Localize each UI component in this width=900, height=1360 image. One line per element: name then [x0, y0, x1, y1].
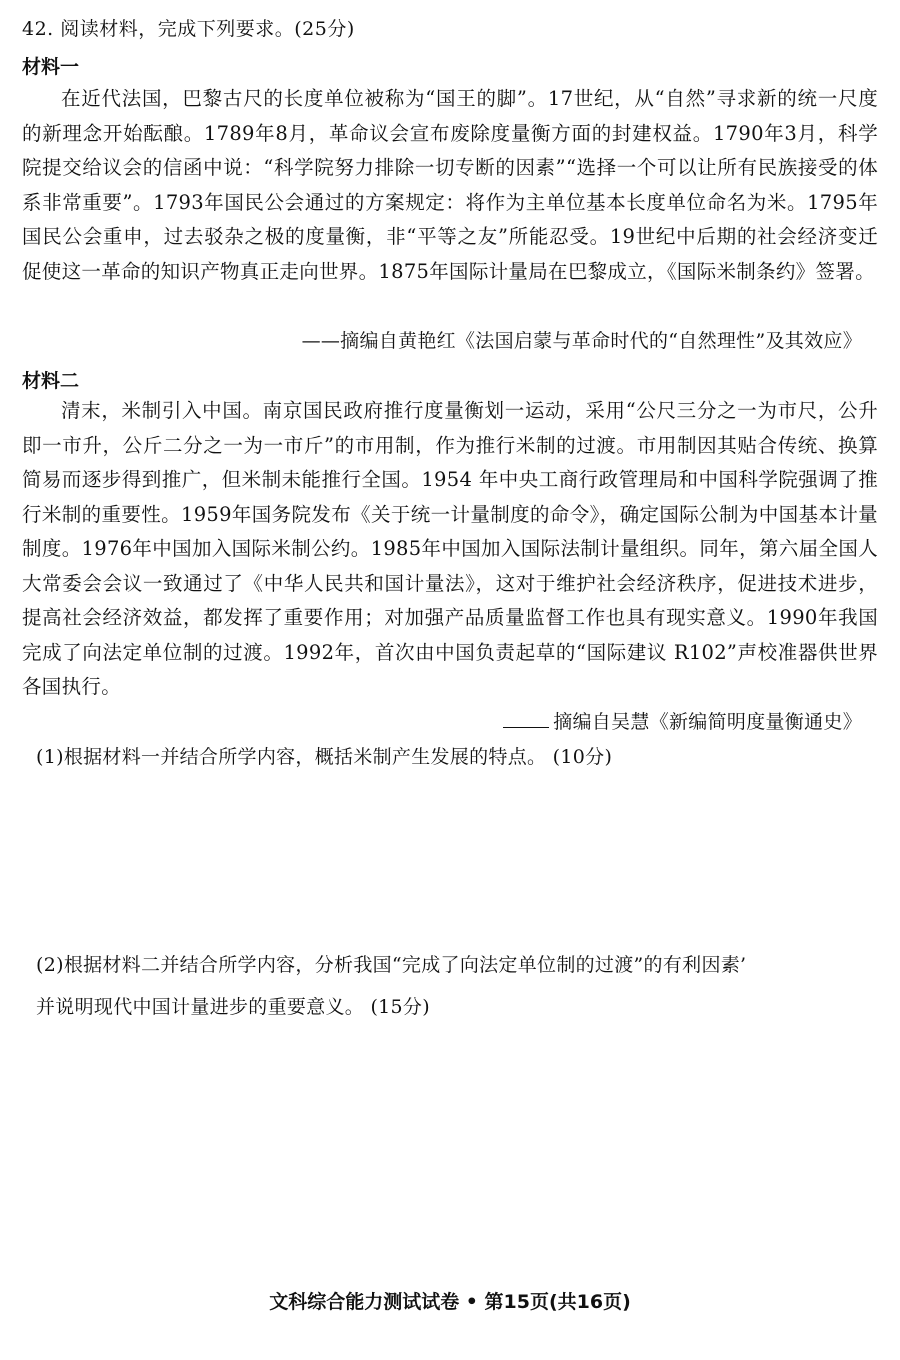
- material-2-source: [503, 707, 862, 734]
- question-title: 42. 阅读材料，完成下列要求。(25分): [22, 18, 355, 40]
- source-dash-line: [503, 727, 549, 728]
- material-2-text: 清末，米制引入中国。南京国民政府推行度量衡划一运动，采用“公尺三分之一为市尺，公升即一市升，公斤二分之一为一市斤”的市用制，作为推行米制的过渡。市用制因其贴合传统、换算简易而逐步得到推广，但米制未能推行全国。1954 年中央工商行政管理局和中国科学院强调了推行米制的重要性。1959年国务院发布《关于统一计量制度的命令》，确定国际公制为中国基本计量制度。1976年中国加入国际米制公约。1985年中国加入国际法制计量组织。同年，第六届全国人大常委会会议一致通过了《中华人民共和国计量法》，这对于维护社会经济秩序，促进技术进步，提高社会经济效益，都发挥了重要作用；对加强产品质量监督工作也具有现实意义。1990年我国完成了向法定单位制的过渡。1992年，首次由中国负责起草的“国际建议 R102”声校准器供世界各国执行。: [22, 399, 878, 698]
- material-1-heading: 材料一: [22, 56, 80, 78]
- material-2-heading: 材料二: [22, 370, 80, 392]
- material-1-text: 在近代法国，巴黎古尺的长度单位被称为“国王的脚”。17世纪，从“自然”寻求新的统一尺度的新理念开始酝酿。1789年8月，革命议会宣布废除度量衡方面的封建权益。1790年3月，科学院提交给议会的信函中说：“科学院努力排除一切专断的因素”“选择一个可以让所有民族接受的体系非常重要”。1793年国民公会通过的方案规定：将作为主单位基本长度单位命名为米。1795年国民公会重申，过去驳杂之极的度量衡，非“平等之友”所能忍受。19世纪中后期的社会经济变迁促使这一革命的知识产物真正走向世界。1875年国际计量局在巴黎成立，《国际米制条约》签署。: [22, 87, 878, 283]
- sub-question-2-line-2: 并说明现代中国计量进步的重要意义。 (15分): [36, 996, 430, 1018]
- sub-question-1: (1)根据材料一并结合所学内容，概括米制产生发展的特点。 (10分): [36, 746, 613, 768]
- sub-question-2-line-1: (2)根据材料二并结合所学内容，分析我国“完成了向法定单位制的过渡”的有利因素’: [36, 954, 747, 976]
- material-2-source-text: 摘编自吴慧《新编简明度量衡通史》: [553, 711, 862, 733]
- page-footer: 文科综合能力测试试卷 • 第15页(共16页): [269, 1291, 631, 1313]
- material-1-source: ——摘编自黄艳红《法国启蒙与革命时代的“自然理性”及其效应》: [301, 330, 862, 352]
